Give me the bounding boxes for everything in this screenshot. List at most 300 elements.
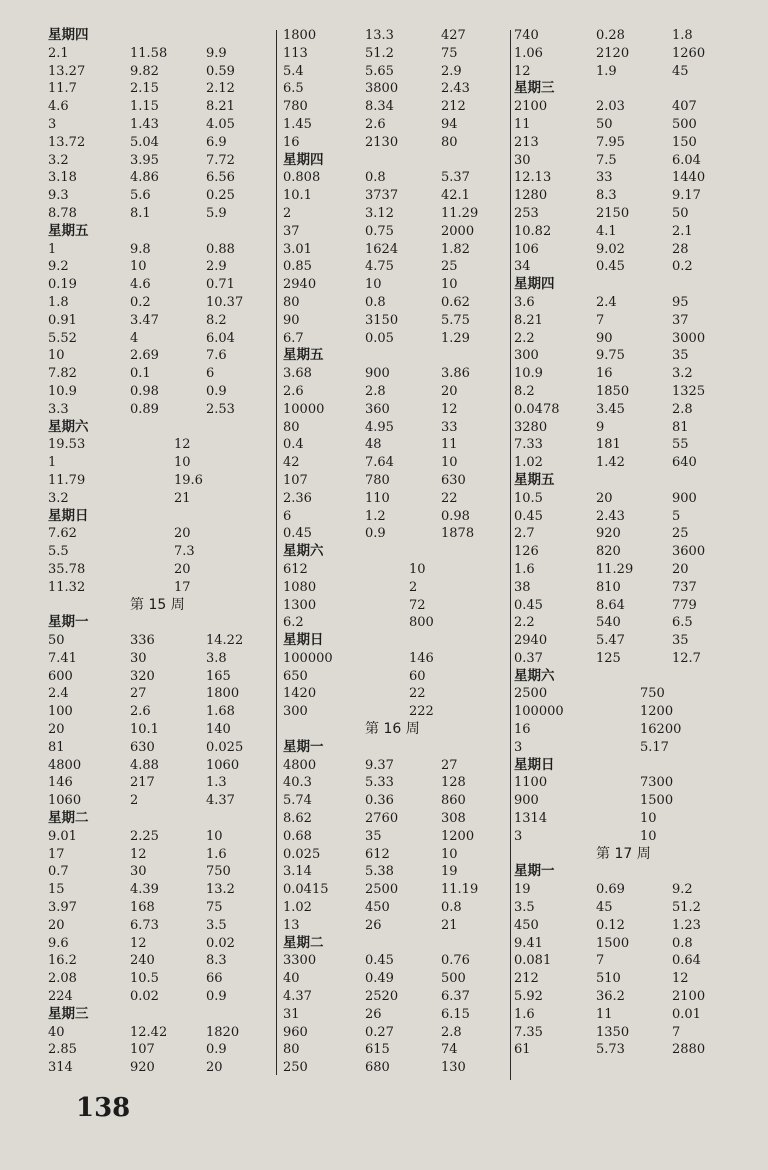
answer-row <box>514 419 744 437</box>
answer-value: 0.8 <box>441 900 462 916</box>
answer-value: 9.2 <box>672 882 693 898</box>
answer-value: 3600 <box>672 544 706 560</box>
answer-value: 4.39 <box>130 882 159 898</box>
answer-value: 126 <box>514 544 539 560</box>
answer-value: 1.06 <box>514 45 543 61</box>
answer-value: 510 <box>596 971 621 987</box>
answer-value: 19 <box>441 864 458 880</box>
column-divider <box>510 30 511 1080</box>
answer-value: 500 <box>441 971 466 987</box>
answer-value: 10 <box>130 259 147 275</box>
answer-value: 800 <box>409 615 434 631</box>
answer-row <box>514 27 744 45</box>
answer-value: 2.4 <box>48 686 69 702</box>
answer-value: 37 <box>283 223 300 239</box>
answer-row <box>48 579 278 597</box>
answer-value: 2.43 <box>596 508 625 524</box>
answer-value: 2120 <box>596 45 630 61</box>
answer-value: 6 <box>206 366 215 382</box>
answer-row <box>283 579 509 597</box>
answer-value: 1500 <box>640 793 674 809</box>
day-heading <box>283 347 509 365</box>
answer-value: 2.25 <box>130 828 159 844</box>
answer-row <box>283 276 509 294</box>
answer-row <box>514 347 744 365</box>
answer-value: 2.9 <box>206 259 227 275</box>
answer-row <box>514 810 744 828</box>
answer-value: 50 <box>672 205 689 221</box>
answer-value: 640 <box>672 455 697 471</box>
answer-row <box>283 258 509 276</box>
answer-value: 0.8 <box>365 170 386 186</box>
day-heading <box>514 863 744 881</box>
answer-row <box>283 401 509 419</box>
answer-value: 1420 <box>283 686 317 702</box>
answer-value: 130 <box>441 1060 466 1076</box>
answer-row <box>48 258 278 276</box>
answer-value: 9 <box>596 419 605 435</box>
day-heading <box>48 223 278 241</box>
answer-value: 10 <box>174 455 191 471</box>
answer-row <box>283 828 509 846</box>
week-heading <box>514 846 744 864</box>
answer-value: 6.04 <box>672 152 701 168</box>
answer-value: 314 <box>48 1060 73 1076</box>
answer-value: 600 <box>48 668 73 684</box>
answer-value: 0.64 <box>672 953 701 969</box>
answer-value: 8.2 <box>514 383 535 399</box>
answer-row <box>283 436 509 454</box>
answer-row <box>283 774 509 792</box>
answer-row <box>48 205 278 223</box>
answer-value: 20 <box>596 490 613 506</box>
answer-value: 11.19 <box>441 882 479 898</box>
answer-value: 0.9 <box>365 526 386 542</box>
answer-value: 250 <box>283 1060 308 1076</box>
answer-value: 615 <box>365 1042 390 1058</box>
answer-value: 7.62 <box>48 526 77 542</box>
answer-row <box>283 614 509 632</box>
answer-value: 212 <box>441 99 466 115</box>
answer-row <box>48 116 278 134</box>
answer-column-3 <box>514 27 744 1059</box>
answer-value: 3280 <box>514 419 548 435</box>
answer-value: 0.7 <box>48 864 69 880</box>
answer-value: 7.6 <box>206 348 227 364</box>
answer-row <box>283 685 509 703</box>
day-label: 星期五 <box>283 347 324 364</box>
answer-value: 45 <box>596 900 613 916</box>
answer-value: 1.29 <box>441 330 470 346</box>
answer-row <box>48 543 278 561</box>
answer-value: 1.8 <box>672 28 693 43</box>
answer-value: 3.5 <box>514 900 535 916</box>
answer-value: 1800 <box>283 28 317 43</box>
answer-value: 6.5 <box>672 615 693 631</box>
answer-row <box>48 988 278 1006</box>
answer-value: 6.2 <box>283 615 304 631</box>
day-heading <box>514 668 744 686</box>
answer-value: 35 <box>672 348 689 364</box>
answer-row <box>48 490 278 508</box>
answer-row <box>514 508 744 526</box>
answer-row <box>514 650 744 668</box>
answer-value: 0.02 <box>130 989 159 1005</box>
answer-row <box>283 1041 509 1059</box>
answer-value: 3.68 <box>283 366 312 382</box>
answer-value: 10 <box>441 277 458 293</box>
answer-value: 0.9 <box>206 383 227 399</box>
answer-value: 2.8 <box>441 1024 462 1040</box>
answer-value: 860 <box>441 793 466 809</box>
answer-value: 8.62 <box>283 811 312 827</box>
answer-value: 7 <box>672 1024 681 1040</box>
answer-value: 1850 <box>596 383 630 399</box>
answer-value: 3.97 <box>48 900 77 916</box>
day-heading <box>48 614 278 632</box>
answer-value: 36.2 <box>596 989 625 1005</box>
answer-value: 16.2 <box>48 953 77 969</box>
answer-row <box>283 508 509 526</box>
answer-value: 2.4 <box>596 294 617 310</box>
answer-value: 3.3 <box>48 401 69 417</box>
answer-value: 10.1 <box>130 722 159 738</box>
answer-row <box>283 80 509 98</box>
answer-row <box>283 1059 509 1077</box>
answer-value: 0.45 <box>514 597 543 613</box>
answer-value: 48 <box>365 437 382 453</box>
answer-value: 4.1 <box>596 223 617 239</box>
answer-value: 5.33 <box>365 775 394 791</box>
answer-row <box>283 757 509 775</box>
answer-row <box>48 294 278 312</box>
answer-value: 11.7 <box>48 81 77 97</box>
answer-value: 780 <box>365 472 390 488</box>
answer-value: 9.17 <box>672 188 701 204</box>
day-label: 星期五 <box>514 471 555 488</box>
answer-row <box>283 241 509 259</box>
answer-value: 0.01 <box>672 1006 701 1022</box>
answer-value: 11.29 <box>596 561 634 577</box>
answer-value: 33 <box>441 419 458 435</box>
answer-value: 12.13 <box>514 170 552 186</box>
answer-row <box>48 365 278 383</box>
week-heading <box>48 597 278 615</box>
answer-row <box>283 917 509 935</box>
answer-value: 0.25 <box>206 188 235 204</box>
answer-value: 0.05 <box>365 330 394 346</box>
answer-row <box>283 205 509 223</box>
answer-row <box>514 116 744 134</box>
answer-value: 630 <box>130 739 155 755</box>
answer-value: 74 <box>441 1042 458 1058</box>
answer-value: 0.025 <box>206 739 244 755</box>
day-heading <box>283 543 509 561</box>
answer-row <box>514 45 744 63</box>
answer-row <box>48 757 278 775</box>
answer-value: 212 <box>514 971 539 987</box>
answer-value: 10.1 <box>283 188 312 204</box>
answer-value: 360 <box>365 401 390 417</box>
answer-value: 13.72 <box>48 134 86 150</box>
answer-value: 2.85 <box>48 1042 77 1058</box>
day-heading <box>48 27 278 45</box>
answer-row <box>283 294 509 312</box>
answer-value: 7.82 <box>48 366 77 382</box>
answer-value: 9.01 <box>48 828 77 844</box>
answer-row <box>283 27 509 45</box>
answer-value: 9.37 <box>365 757 394 773</box>
answer-row <box>514 703 744 721</box>
answer-value: 2.6 <box>365 116 386 132</box>
answer-value: 40 <box>283 971 300 987</box>
answer-value: 960 <box>283 1024 308 1040</box>
answer-value: 1.8 <box>48 294 69 310</box>
answer-value: 17 <box>48 846 65 862</box>
answer-value: 2.08 <box>48 971 77 987</box>
answer-value: 6.7 <box>283 330 304 346</box>
answer-value: 7 <box>596 953 605 969</box>
answer-value: 5.37 <box>441 170 470 186</box>
answer-value: 2.15 <box>130 81 159 97</box>
answer-row <box>514 63 744 81</box>
answer-value: 2 <box>409 579 418 595</box>
answer-value: 26 <box>365 1006 382 1022</box>
answer-row <box>283 490 509 508</box>
answer-value: 10 <box>206 828 223 844</box>
answer-row <box>514 525 744 543</box>
answer-value: 1800 <box>206 686 240 702</box>
answer-value: 16 <box>283 134 300 150</box>
answer-value: 55 <box>672 437 689 453</box>
answer-value: 40.3 <box>283 775 312 791</box>
answer-row <box>283 45 509 63</box>
answer-row <box>48 899 278 917</box>
answer-row <box>514 721 744 739</box>
answer-row <box>48 80 278 98</box>
answer-value: 16 <box>514 722 531 738</box>
answer-value: 10 <box>365 277 382 293</box>
answer-value: 2.2 <box>514 330 535 346</box>
answer-row <box>514 899 744 917</box>
answer-value: 6.73 <box>130 917 159 933</box>
answer-value: 13.2 <box>206 882 235 898</box>
answer-value: 320 <box>130 668 155 684</box>
answer-value: 12 <box>672 971 689 987</box>
answer-value: 500 <box>672 116 697 132</box>
answer-value: 630 <box>441 472 466 488</box>
answer-value: 0.36 <box>365 793 394 809</box>
answer-row <box>48 276 278 294</box>
answer-value: 4.95 <box>365 419 394 435</box>
day-label: 星期一 <box>514 863 555 880</box>
answer-row <box>48 169 278 187</box>
answer-column-2 <box>283 27 509 1077</box>
week-heading <box>283 721 509 739</box>
answer-value: 0.12 <box>596 917 625 933</box>
answer-row <box>283 223 509 241</box>
answer-value: 9.3 <box>48 188 69 204</box>
answer-row <box>514 597 744 615</box>
answer-value: 3.2 <box>48 152 69 168</box>
answer-value: 10 <box>640 828 657 844</box>
answer-value: 1.6 <box>514 561 535 577</box>
answer-row <box>48 970 278 988</box>
answer-value: 4.37 <box>206 793 235 809</box>
answer-value: 4.6 <box>48 99 69 115</box>
day-label: 星期三 <box>48 1005 89 1022</box>
answer-row <box>283 561 509 579</box>
answer-value: 72 <box>409 597 426 613</box>
answer-row <box>48 98 278 116</box>
answer-value: 0.88 <box>206 241 235 257</box>
answer-value: 4.88 <box>130 757 159 773</box>
answer-value: 8.78 <box>48 205 77 221</box>
answer-value: 0.2 <box>130 294 151 310</box>
answer-row <box>48 685 278 703</box>
day-label: 星期六 <box>48 418 89 435</box>
answer-value: 81 <box>48 739 65 755</box>
week-label: 第 17 周 <box>596 845 651 862</box>
answer-value: 2.2 <box>514 615 535 631</box>
answer-value: 336 <box>130 633 155 649</box>
answer-value: 80 <box>283 1042 300 1058</box>
answer-value: 168 <box>130 900 155 916</box>
answer-row <box>514 614 744 632</box>
answer-row <box>514 454 744 472</box>
answer-row <box>514 152 744 170</box>
answer-value: 5.5 <box>48 544 69 560</box>
answer-value: 222 <box>409 704 434 720</box>
answer-value: 21 <box>441 917 458 933</box>
answer-value: 107 <box>283 472 308 488</box>
answer-row <box>514 258 744 276</box>
answer-value: 0.02 <box>206 935 235 951</box>
answer-row <box>48 721 278 739</box>
answer-value: 213 <box>514 134 539 150</box>
answer-value: 146 <box>409 650 434 666</box>
answer-value: 6.9 <box>206 134 227 150</box>
answer-value: 740 <box>514 28 539 43</box>
answer-value: 2 <box>283 205 292 221</box>
answer-row <box>283 846 509 864</box>
day-label: 星期四 <box>283 151 324 168</box>
answer-value: 9.41 <box>514 935 543 951</box>
answer-value: 12 <box>174 437 191 453</box>
answer-row <box>48 1059 278 1077</box>
answer-value: 9.9 <box>206 45 227 61</box>
answer-value: 253 <box>514 205 539 221</box>
answer-row <box>514 543 744 561</box>
answer-value: 2.43 <box>441 81 470 97</box>
answer-value: 3.86 <box>441 366 470 382</box>
answer-value: 3737 <box>365 188 399 204</box>
answer-row <box>283 134 509 152</box>
answer-value: 7.5 <box>596 152 617 168</box>
answer-value: 6 <box>283 508 292 524</box>
answer-row <box>48 1041 278 1059</box>
answer-value: 680 <box>365 1060 390 1076</box>
answer-value: 2130 <box>365 134 399 150</box>
answer-value: 7300 <box>640 775 674 791</box>
answer-row <box>48 1024 278 1042</box>
answer-value: 4.37 <box>283 989 312 1005</box>
answer-value: 3.5 <box>206 917 227 933</box>
day-label: 星期日 <box>514 756 555 773</box>
answer-value: 1280 <box>514 188 548 204</box>
answer-value: 1.23 <box>672 917 701 933</box>
answer-value: 3.95 <box>130 152 159 168</box>
answer-value: 2940 <box>514 633 548 649</box>
answer-value: 0.45 <box>365 953 394 969</box>
answer-value: 5.73 <box>596 1042 625 1058</box>
answer-value: 8.3 <box>596 188 617 204</box>
answer-value: 0.19 <box>48 277 77 293</box>
day-label: 星期一 <box>283 738 324 755</box>
answer-value: 1060 <box>206 757 240 773</box>
answer-value: 50 <box>48 633 65 649</box>
answer-row <box>283 863 509 881</box>
answer-value: 35 <box>365 828 382 844</box>
answer-value: 90 <box>596 330 613 346</box>
answer-value: 5.6 <box>130 188 151 204</box>
answer-value: 16 <box>596 366 613 382</box>
answer-value: 12 <box>441 401 458 417</box>
answer-value: 1100 <box>514 775 548 791</box>
answer-row <box>283 383 509 401</box>
answer-value: 38 <box>514 579 531 595</box>
answer-value: 8.21 <box>514 312 543 328</box>
answer-value: 10.37 <box>206 294 244 310</box>
answer-value: 0.69 <box>596 882 625 898</box>
answer-value: 0.98 <box>130 383 159 399</box>
answer-value: 30 <box>130 650 147 666</box>
answer-value: 2.6 <box>283 383 304 399</box>
answer-row <box>48 187 278 205</box>
answer-value: 35 <box>672 633 689 649</box>
answer-row <box>48 436 278 454</box>
answer-value: 900 <box>514 793 539 809</box>
answer-value: 10.9 <box>48 383 77 399</box>
answer-value: 12 <box>130 935 147 951</box>
answer-value: 0.9 <box>206 989 227 1005</box>
answer-value: 2.6 <box>130 704 151 720</box>
day-label: 星期二 <box>283 934 324 951</box>
answer-value: 110 <box>365 490 390 506</box>
answer-row <box>48 561 278 579</box>
answer-value: 11 <box>596 1006 613 1022</box>
answer-value: 125 <box>596 650 621 666</box>
answer-value: 66 <box>206 971 223 987</box>
answer-value: 181 <box>596 437 621 453</box>
answer-value: 80 <box>441 134 458 150</box>
answer-row <box>514 383 744 401</box>
answer-row <box>283 365 509 383</box>
answer-row <box>514 187 744 205</box>
answer-value: 25 <box>672 526 689 542</box>
answer-value: 34 <box>514 259 531 275</box>
week-label: 第 15 周 <box>130 596 185 613</box>
day-label: 星期六 <box>283 543 324 560</box>
answer-value: 0.45 <box>283 526 312 542</box>
answer-value: 81 <box>672 419 689 435</box>
answer-value: 1.6 <box>206 846 227 862</box>
answer-value: 1314 <box>514 811 548 827</box>
answer-value: 6.04 <box>206 330 235 346</box>
answer-value: 42 <box>283 455 300 471</box>
answer-row <box>283 187 509 205</box>
answer-value: 1260 <box>672 45 706 61</box>
